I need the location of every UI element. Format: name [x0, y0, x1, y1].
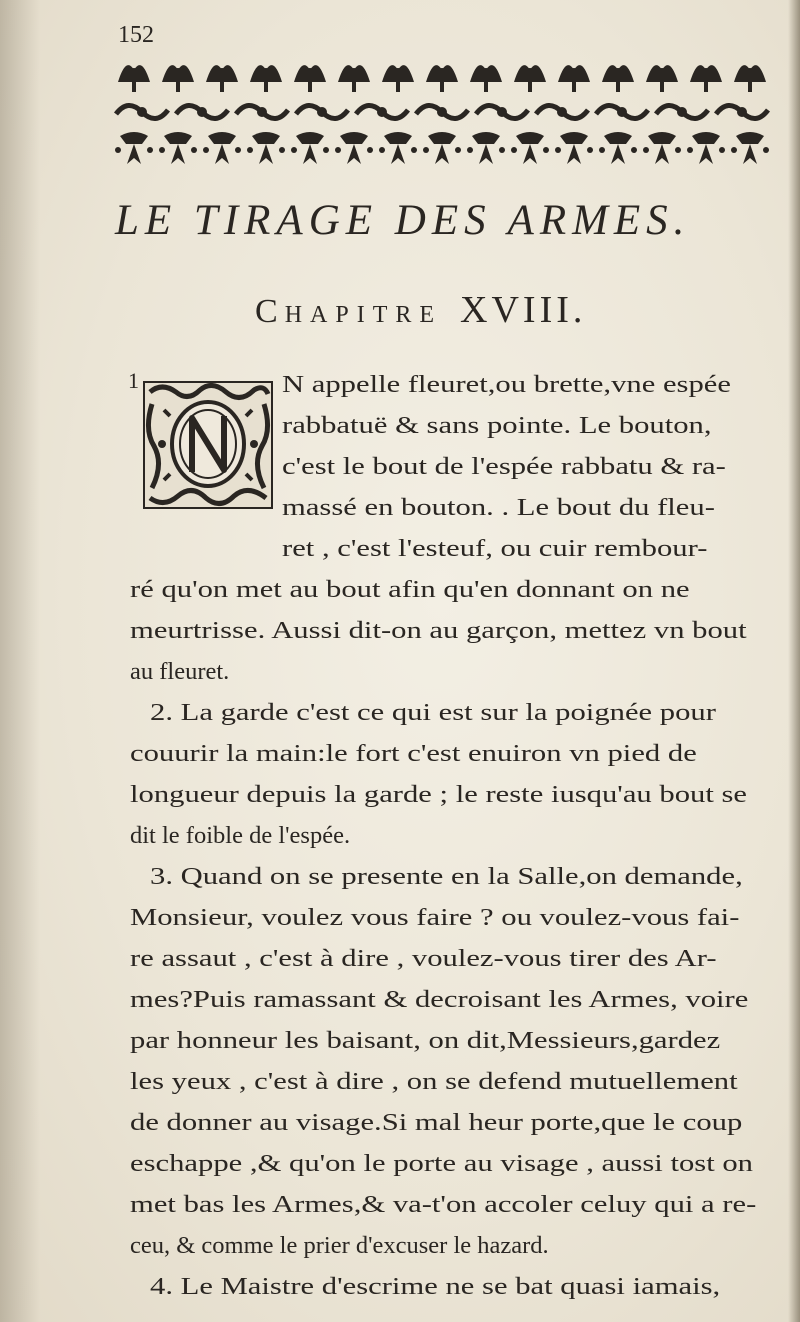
text-line: c'est le bout de l'espée rabbatu & ra- [282, 453, 726, 480]
text-line: dit le foible de l'espée. [130, 822, 351, 849]
text-line: ré qu'on met au bout afin qu'en donnant on ne [130, 576, 690, 603]
text-line: ceu, & comme le prier d'excuser le hazard. [130, 1232, 549, 1259]
text-line: 2. La garde c'est ce qui est sur la poignée pour [150, 699, 716, 726]
text-line: 4. Le Maistre d'escrime ne se bat quasi iamais, [150, 1273, 721, 1300]
chapter-word-initial: C [255, 293, 285, 330]
chapter-numeral: XVIII. [460, 289, 587, 331]
text-line: couurir la main:le fort c'est enuiron vn pied de [130, 740, 697, 767]
page-edge [788, 0, 800, 1322]
text-line: les yeux , c'est à dire , on se defend mutuellement [130, 1068, 738, 1095]
chapter-heading [255, 288, 586, 332]
text-line: au fleuret. [130, 658, 230, 685]
text-line: longueur depuis la garde ; le reste iusqu'au bout se [130, 781, 748, 808]
margin-mark: 1 [128, 368, 139, 393]
text-line: met bas les Armes,& va-t'on accoler celuy qui a re- [130, 1191, 757, 1218]
gutter-shadow [0, 0, 40, 1322]
text-line: par honneur les baisant, on dit,Messieurs,gardez [130, 1027, 721, 1054]
running-title: LE TIRAGE DES ARMES. [115, 197, 691, 244]
text-line: massé en bouton. . Le bout du fleu- [282, 494, 715, 521]
chapter-word-rest: HAPITRE [284, 302, 443, 328]
woodcut-initial-n [142, 380, 274, 510]
page-number: 152 [118, 22, 154, 48]
text-line: rabbatuë & sans pointe. Le bouton, [282, 412, 712, 439]
text-line: ret , c'est l'esteuf, ou cuir rembour- [282, 535, 708, 562]
fleuron-band [112, 52, 772, 176]
text-line: meurtrisse. Aussi dit-on au garçon, mettez vn bout [130, 617, 747, 644]
text-line: re assaut , c'est à dire , voulez-vous tirer des Ar- [130, 945, 717, 972]
text-line: de donner au visage.Si mal heur porte,que le coup [130, 1109, 743, 1136]
text-line: 3. Quand on se presente en la Salle,on demande, [150, 863, 743, 890]
text-line: N appelle fleuret,ou brette,vne espée [282, 371, 731, 398]
text-line: eschappe ,& qu'on le porte au visage , aussi tost on [130, 1150, 753, 1177]
text-line: Monsieur, voulez vous faire ? ou voulez-vous fai- [130, 904, 740, 931]
text-line: mes?Puis ramassant & decroisant les Armes, voire [130, 986, 749, 1013]
